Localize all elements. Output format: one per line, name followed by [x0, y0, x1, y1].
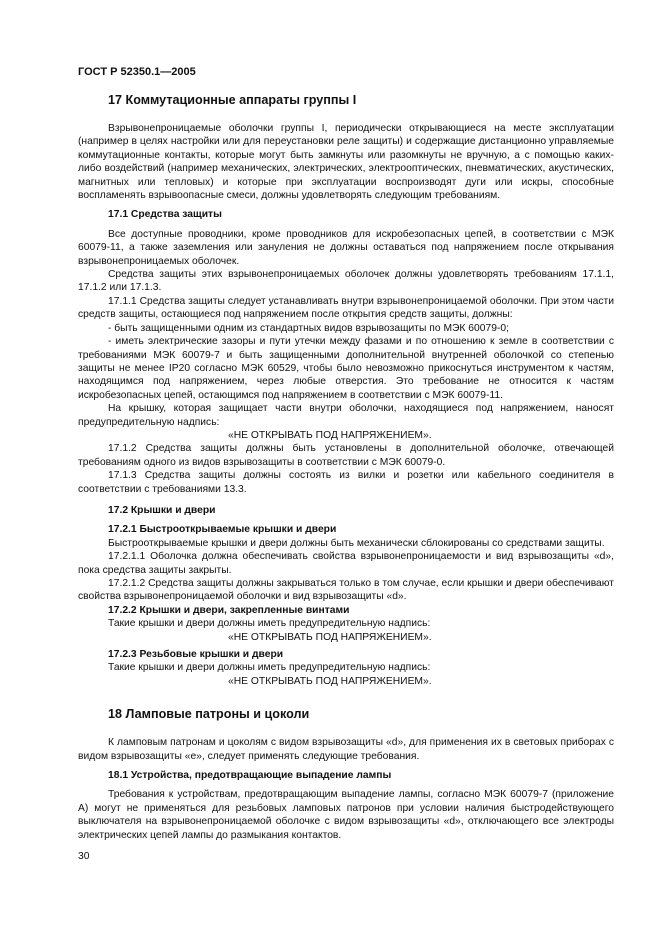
section-17-1-para-2: Средства защиты этих взрывонепроницаемых оболочек должны удовлетворять требованиям 17.1.1, 17.1.2 или 17.1.3. [78, 269, 614, 294]
section-17-1-1-bullet-2: - иметь электрические зазоры и пути утечки между фазами и по отношению к земле в соответствии с требованиями МЭК 60079-7 и быть защищенными дополнительной внутренней оболочкой со степенью защиты не менее IP20 согласно МЭК 60529, чтобы было невозможно прикоснуться инструментом к частям, находящимся под напряжением, через любые отверстия. Это требование не относится к частям искробезопасных цепей, остающимся под напряжением в соответствии с МЭК 60079-11. [78, 336, 614, 401]
section-17-2-3-title: 17.2.3 Резьбовые крышки и двери [108, 649, 284, 661]
section-17-2-2-para: Такие крышки и двери должны иметь предупредительную надпись: [108, 618, 431, 630]
section-17-2-1-title: 17.2.1 Быстрооткрываемые крышки и двери [108, 524, 337, 536]
section-17-1-3-para: 17.1.3 Средства защиты должны состоять из вилки и розетки или кабельного соединителя в соответствии с требованиями 13.3. [78, 470, 614, 495]
section-17-title: 17 Коммутационные аппараты группы I [108, 93, 357, 107]
document-body [78, 92, 614, 842]
section-17-2-1-2-para: 17.2.1.2 Средства защиты должны закрываться только в том случае, если крышки и двери обеспечивают свойства взрывонепроницаемой оболочки и вид взрывозащиты «d». [78, 578, 614, 603]
section-18-intro: К ламповым патронам и цоколям с видом взрывозащиты «d», для применения их в световых приборах с видом взрывозащиты «е», следует применять следующие требования. [78, 737, 614, 762]
section-17-1-1-para-2: На крышку, которая защищает части внутри оболочки, находящиеся под напряжением, наносят предупредительную надпись: [78, 403, 614, 428]
section-17-1-1-bullet-1: - быть защищенными одним из стандартных видов взрывозащиты по МЭК 60079-0; [108, 322, 509, 334]
warning-notice-3: «НЕ ОТКРЫВАТЬ ПОД НАПРЯЖЕНИЕМ». [228, 675, 432, 687]
document-header: ГОСТ Р 52350.1—2005 [78, 66, 196, 78]
section-17-1-1-para: 17.1.1 Средства защиты следует устанавливать внутри взрывонепроницаемой оболочки. При этом части средств защиты, остающиеся под напряжением после открытия средств защиты, должны: [78, 295, 614, 321]
section-17-2-3-para: Такие крышки и двери должны иметь предупредительную надпись: [108, 662, 431, 674]
section-17-2-1-1-para: 17.2.1.1 Оболочка должна обеспечивать свойства взрывонепроницаемости и вид взрывозащиты «d», пока средства защиты закрыты. [78, 551, 614, 576]
warning-notice-1: «НЕ ОТКРЫВАТЬ ПОД НАПРЯЖЕНИЕМ». [228, 429, 432, 441]
warning-notice-2: «НЕ ОТКРЫВАТЬ ПОД НАПРЯЖЕНИЕМ». [228, 631, 432, 643]
section-17-intro: Взрывонепроницаемые оболочки группы I, периодически открывающиеся на месте эксплуатации (например в целях настройки или для переустановки реле защиты) и содержащие дистанционно управляемые коммутационные контакты, которые могут быть замкнуты или разомкнуты не вручную, а с помощью каких-либо воздействий (например механических, электрических, электрооптических, пневматических, акустических, магнитных или тепловых) и которые при эксплуатации воспроизводят дуги или искры, способные воспламенять взрывоопасные смеси, должны удовлетворять следующим требованиям. [78, 123, 614, 202]
section-17-2-1-para: Быстрооткрываемые крышки и двери должны быть механически сблокированы со средствами защиты. [108, 537, 605, 549]
section-17-1-2-para: 17.1.2 Средства защиты должны быть установлены в дополнительной оболочке, отвечающей требованиям одного из видов взрывозащиты в соответствии с МЭК 60079-0. [78, 443, 614, 468]
section-17-1-title: 17.1 Средства защиты [108, 209, 222, 221]
section-17-2-2-title: 17.2.2 Крышки и двери, закрепленные винтами [108, 604, 350, 616]
section-18-1-para: Требования к устройствам, предотвращающим выпадение лампы, согласно МЭК 60079-7 (приложение А) могут не применяться для резьбовых ламповых патронов при условии наличия быстродействующего выключателя на взрывонепроницаемой оболочке с видом взрывозащиты «d», отключающего все электроды электрических цепей лампы до размыкания контактов. [78, 789, 614, 841]
section-17-1-para-1: Все доступные проводники, кроме проводников для искробезопасных цепей, в соответствии с МЭК 60079-11, а также заземления или зануления не должны оставаться под напряжением после открывания взрывонепроницаемых оболочек. [78, 228, 614, 267]
section-17-2-title: 17.2 Крышки и двери [108, 504, 216, 516]
section-18-1-title: 18.1 Устройства, предотвращающие выпадение лампы [108, 770, 392, 782]
section-18-title: 18 Ламповые патроны и цоколи [108, 707, 310, 722]
page-number: 30 [78, 851, 90, 862]
